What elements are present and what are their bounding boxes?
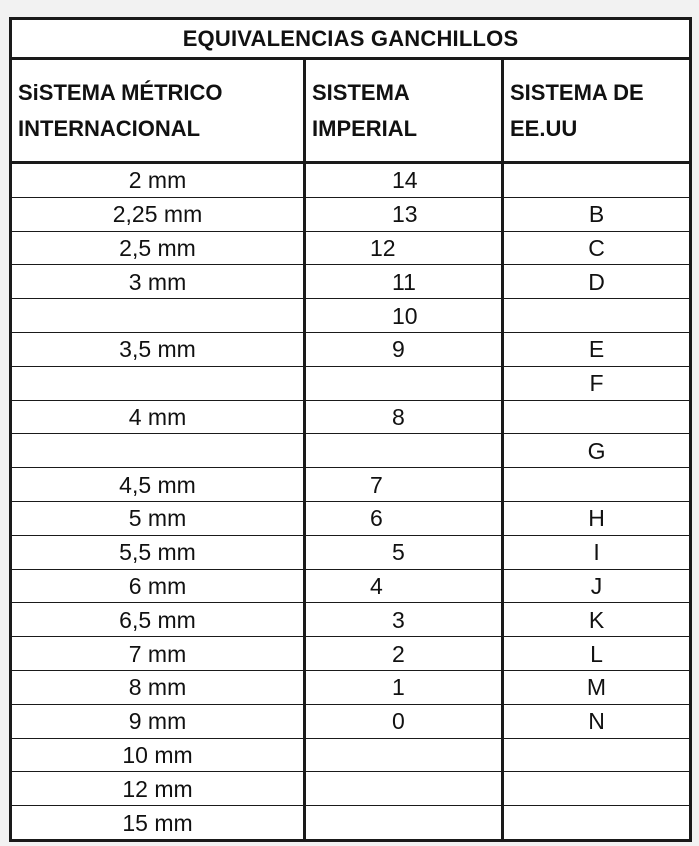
header-imperial-line1: SISTEMA xyxy=(312,79,410,105)
cell-imperial-value: 13 xyxy=(392,201,418,228)
table-row xyxy=(11,468,691,502)
cell-us: H xyxy=(503,501,691,535)
table-row xyxy=(11,569,691,603)
cell-imperial xyxy=(305,231,503,265)
cell-metric: 9 mm xyxy=(11,704,305,738)
cell-imperial-value: 1 xyxy=(392,674,405,701)
cell-imperial xyxy=(305,772,503,806)
cell-metric: 2,25 mm xyxy=(11,197,305,231)
header-metric-line2: INTERNACIONAL xyxy=(18,115,201,141)
cell-imperial xyxy=(305,468,503,502)
cell-imperial xyxy=(305,332,503,366)
header-metric-system xyxy=(11,59,305,163)
table-row xyxy=(11,197,691,231)
cell-metric: 12 mm xyxy=(11,772,305,806)
cell-imperial-value: 12 xyxy=(370,234,396,261)
cell-metric: 15 mm xyxy=(11,806,305,841)
table-row xyxy=(11,637,691,671)
cell-us xyxy=(503,163,691,198)
cell-imperial-value: 2 xyxy=(392,640,405,667)
table-row xyxy=(11,299,691,333)
cell-imperial-value: 5 xyxy=(392,539,405,566)
table-row xyxy=(11,535,691,569)
cell-imperial xyxy=(305,197,503,231)
cell-us: J xyxy=(503,569,691,603)
table-row xyxy=(11,704,691,738)
cell-imperial xyxy=(305,299,503,333)
cell-imperial xyxy=(305,738,503,772)
header-us-line1: SISTEMA DE xyxy=(510,79,644,105)
cell-metric: 5 mm xyxy=(11,501,305,535)
cell-us xyxy=(503,806,691,841)
cell-us: F xyxy=(503,366,691,400)
cell-metric: 3 mm xyxy=(11,265,305,299)
cell-us xyxy=(503,772,691,806)
table-row xyxy=(11,738,691,772)
cell-metric: 2,5 mm xyxy=(11,231,305,265)
cell-metric: 2 mm xyxy=(11,163,305,198)
cell-imperial-value: 3 xyxy=(392,606,405,633)
cell-imperial xyxy=(305,163,503,198)
table-row xyxy=(11,772,691,806)
header-imperial-system xyxy=(305,59,503,163)
cell-us: B xyxy=(503,197,691,231)
cell-metric xyxy=(11,434,305,468)
table-body xyxy=(11,163,691,841)
cell-us: N xyxy=(503,704,691,738)
cell-imperial-value: 6 xyxy=(370,505,383,532)
cell-imperial-value: 7 xyxy=(370,471,383,498)
cell-metric: 5,5 mm xyxy=(11,535,305,569)
cell-us: M xyxy=(503,670,691,704)
cell-imperial xyxy=(305,434,503,468)
cell-us: I xyxy=(503,535,691,569)
crochet-hook-equivalence-table xyxy=(9,17,692,842)
table-row xyxy=(11,231,691,265)
cell-us xyxy=(503,400,691,434)
cell-us: G xyxy=(503,434,691,468)
cell-imperial xyxy=(305,569,503,603)
table-row xyxy=(11,366,691,400)
cell-imperial xyxy=(305,265,503,299)
cell-metric: 6 mm xyxy=(11,569,305,603)
table-row xyxy=(11,806,691,841)
table-row xyxy=(11,163,691,198)
cell-imperial xyxy=(305,603,503,637)
cell-us: K xyxy=(503,603,691,637)
table-row xyxy=(11,265,691,299)
cell-imperial xyxy=(305,535,503,569)
cell-imperial-value: 8 xyxy=(392,403,405,430)
cell-metric: 10 mm xyxy=(11,738,305,772)
cell-imperial xyxy=(305,806,503,841)
cell-metric: 4 mm xyxy=(11,400,305,434)
cell-imperial xyxy=(305,400,503,434)
cell-imperial-value: 14 xyxy=(392,167,418,194)
header-us-line2: EE.UU xyxy=(510,115,578,141)
cell-us: C xyxy=(503,231,691,265)
cell-us xyxy=(503,738,691,772)
cell-metric: 3,5 mm xyxy=(11,332,305,366)
cell-imperial-value: 9 xyxy=(392,336,405,363)
table-row xyxy=(11,332,691,366)
cell-metric: 4,5 mm xyxy=(11,468,305,502)
table-row xyxy=(11,434,691,468)
cell-us: D xyxy=(503,265,691,299)
cell-imperial xyxy=(305,704,503,738)
table-row xyxy=(11,501,691,535)
cell-metric: 8 mm xyxy=(11,670,305,704)
cell-us: L xyxy=(503,637,691,671)
table-row xyxy=(11,670,691,704)
table-row xyxy=(11,603,691,637)
cell-imperial xyxy=(305,501,503,535)
cell-imperial xyxy=(305,637,503,671)
header-imperial-line2: IMPERIAL xyxy=(312,115,418,141)
cell-us xyxy=(503,299,691,333)
cell-imperial xyxy=(305,366,503,400)
cell-imperial-value: 0 xyxy=(392,708,405,735)
cell-metric xyxy=(11,299,305,333)
cell-imperial-value: 11 xyxy=(392,268,416,295)
cell-metric: 7 mm xyxy=(11,637,305,671)
header-metric-line1: SiSTEMA MÉTRICO xyxy=(18,79,223,105)
cell-imperial xyxy=(305,670,503,704)
table-title: EQUIVALENCIAS GANCHILLOS xyxy=(11,19,691,59)
cell-metric: 6,5 mm xyxy=(11,603,305,637)
header-us-system xyxy=(503,59,691,163)
cell-metric xyxy=(11,366,305,400)
table-row xyxy=(11,400,691,434)
cell-us xyxy=(503,468,691,502)
cell-imperial-value: 10 xyxy=(392,302,418,329)
cell-imperial-value: 4 xyxy=(370,572,383,599)
cell-us: E xyxy=(503,332,691,366)
